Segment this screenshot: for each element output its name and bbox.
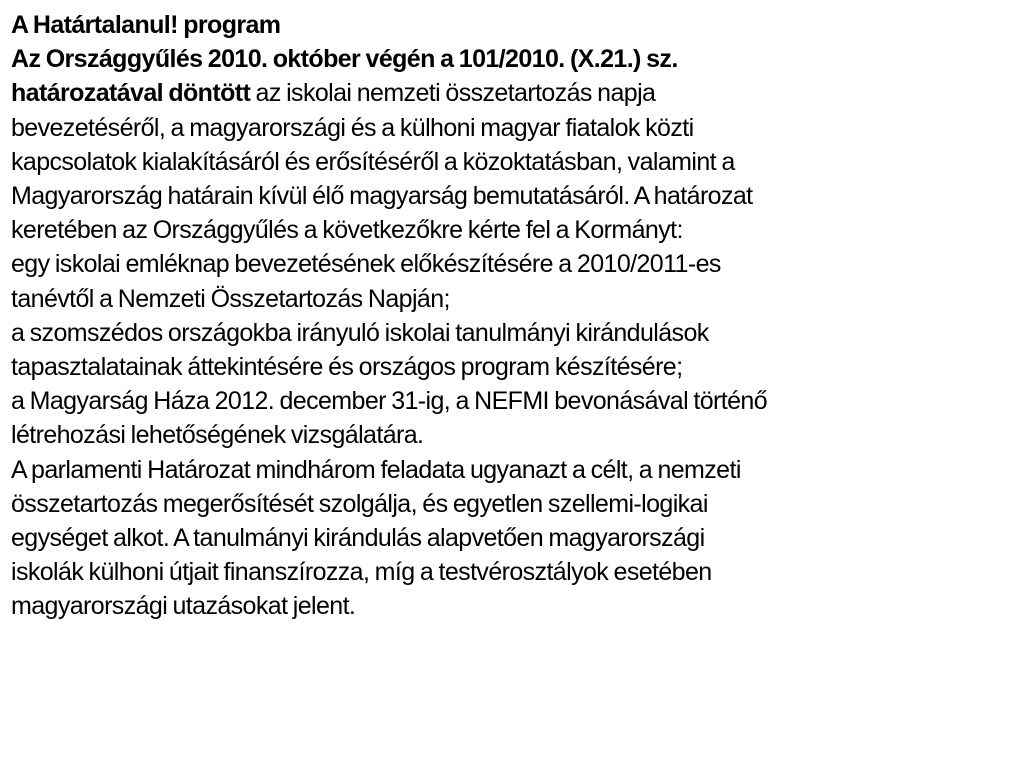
conclusion-line: összetartozás megerősítését szolgálja, és egyetlen szellemi-logikai [11,489,708,518]
task-item-line: tapasztalatainak áttekintésére és országos program készítésére; [11,353,683,382]
conclusion-line: magyarországi utazásokat jelent. [11,592,356,621]
task-item-line: a Magyarság Háza 2012. december 31-ig, a NEFMI bevonásával történő [11,387,768,416]
intro-line: Magyarország határain kívül élő magyarság bemutatásáról. A határozat [11,182,753,211]
task-item-line: tanévtől a Nemzeti Összetartozás Napján; [11,284,450,313]
intro-line: kapcsolatok kialakításáról és erősítéséről a közoktatásban, valamint a [11,147,735,176]
intro-line: bevezetéséről, a magyarországi és a külhoni magyar fiatalok közti [11,113,694,142]
intro-bold-line: Az Országgyűlés 2010. október végén a 101/2010. (X.21.) sz. [11,45,678,74]
task-item-line: egy iskolai emléknap bevezetésének előkészítésére a 2010/2011-es [11,250,721,279]
conclusion-line: iskolák külhoni útjait finanszírozza, míg a testvérosztályok esetében [11,558,712,587]
slide-title: A Határtalanul! program [11,11,281,39]
intro-line [11,76,1013,110]
task-item-line: a szomszédos országokba irányuló iskolai tanulmányi kirándulások [11,318,709,347]
slide-text [11,8,1013,624]
intro-rest: az iskolai nemzeti összetartozás napja [250,79,656,108]
task-item-line: létrehozási lehetőségének vizsgálatára. [11,421,424,450]
intro-line: keretében az Országgyűlés a következőkre kérte fel a Kormányt: [11,216,683,245]
conclusion-line: egységet alkot. A tanulmányi kirándulás alapvetően magyarországi [11,524,705,553]
intro-bold-phrase: határozatával döntött [11,79,251,108]
conclusion-line: A parlamenti Határozat mindhárom feladata ugyanazt a célt, a nemzeti [11,455,741,484]
